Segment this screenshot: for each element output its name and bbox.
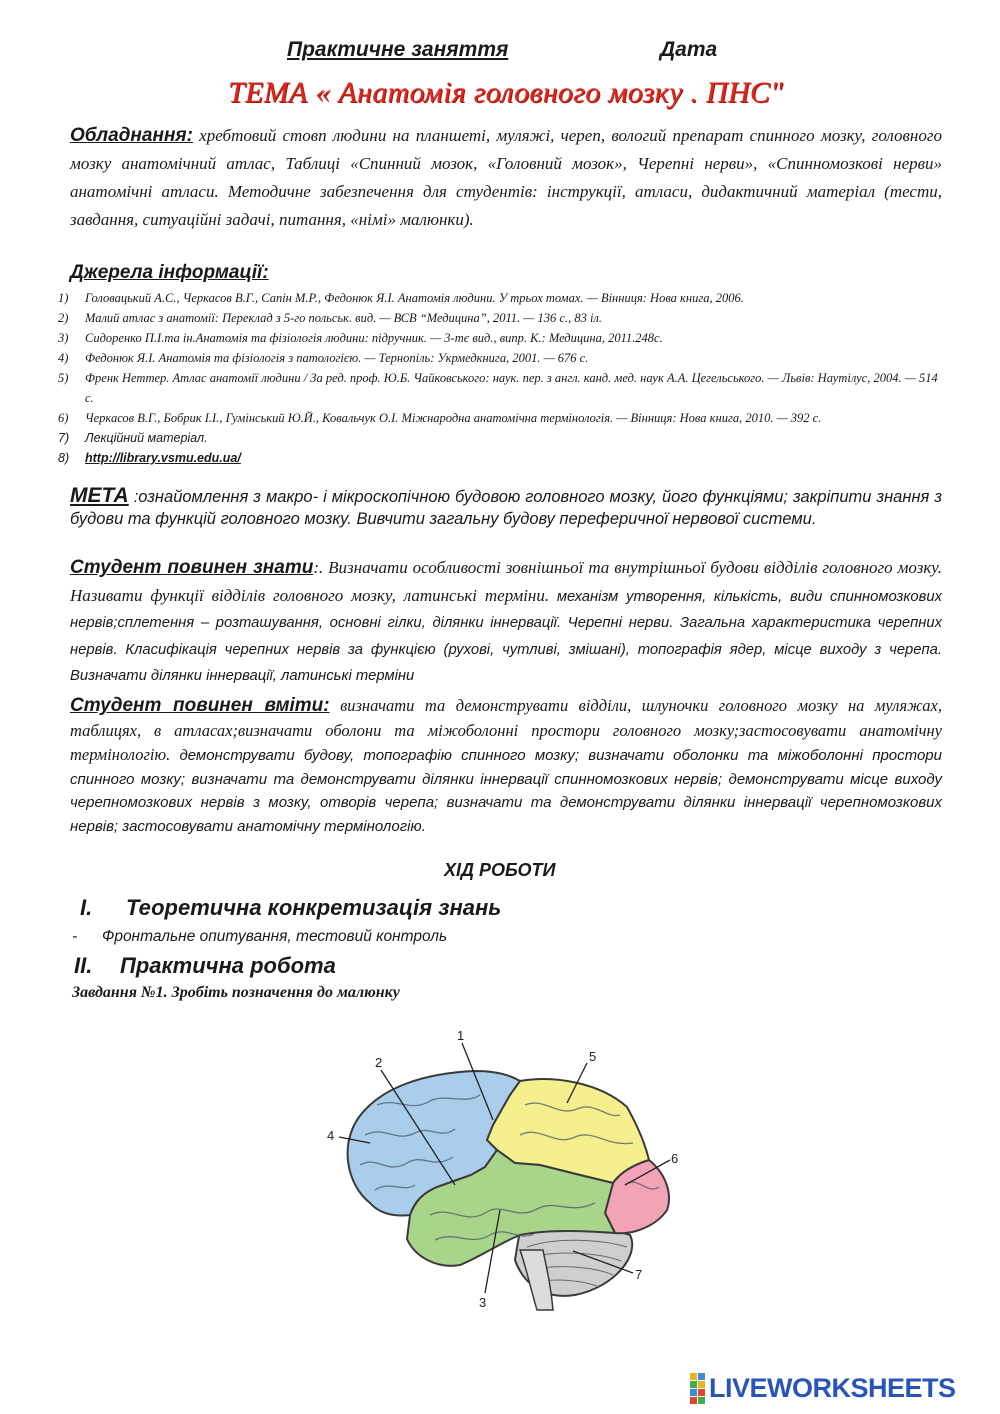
source-item: [58, 408, 948, 428]
source-text: Лекційний матеріал.: [85, 431, 208, 445]
source-number: 7): [58, 431, 70, 445]
section-theory: [80, 895, 501, 921]
must-know-text-2: механізм утворення, кількість, види спинномозкових нервів;сплетення – розташування, основні гілки, ділянки іннервації. Черепні нерви. Загальна характеристика черепних нервів. Класифікація черепних нервів за функцією (рухові, чутливі, змішані), топографія ядер, місце виходу з черепа. Визначати ділянки іннервації, латинські терміни: [70, 588, 942, 684]
figure-label-5: 5: [589, 1049, 597, 1064]
source-text: Френк Неттер. Атлас анатомії людини / За ред. проф. Ю.Б. Чайковського: наук. пер. з англ. канд. мед. наук А.А. Цегельського. — Львів: Наутілус, 2004. — 514 с.: [85, 371, 938, 405]
must-can-label: Студент повинен вміти:: [70, 695, 330, 716]
section-title: Теоретична конкретизація знань: [126, 895, 502, 920]
goal-label: МЕТА: [70, 484, 129, 507]
sources-title: Джерела інформації:: [70, 262, 269, 283]
section-number: I.: [80, 895, 93, 920]
bullet-dash: -: [72, 928, 78, 945]
equipment-text: хребтовий стовп людини на планшеті, муляжі, череп, вологий препарат спинного мозку, головного мозку анатомічний атлас, Таблиці «Спинний мозок, «Головний мозок», Черепні нерви», «Спинномозкові нерви» анатомічні атласи. Методичне забезпечення для студентів: інструкції, атласи, дидактичний матеріал (тести, завдання, ситуаційні задачі, питання, «німі» малюнки).: [70, 126, 942, 229]
source-text: Сидоренко П.І.та ін.Анатомія та фізіологія людини: підручник. — 3-тє вид., випр. К.: Медицина, 2011.248с.: [85, 331, 663, 345]
bullet-text: Фронтальне опитування, тестовий контроль: [102, 928, 448, 945]
equipment-paragraph: [70, 122, 942, 234]
figure-label-2: 2: [375, 1055, 383, 1070]
source-number: 1): [58, 291, 69, 305]
source-number: 5): [58, 371, 69, 385]
section-practice: [74, 953, 336, 979]
must-know-text-1: :. Визначати особливості зовнішньої та внутрішньої будови відділів головного мозку. Називати функції відділів головного мозку, латинські терміни.: [70, 558, 942, 605]
topic-title: ТЕМА « Анатомія головного мозку . ПНС": [228, 76, 784, 109]
source-text: Малий атлас з анатомії: Переклад з 5-го польськ. вид. — ВСВ “Медицина”, 2011. — 136 с., 83 іл.: [85, 311, 602, 325]
section-number: II.: [74, 953, 93, 978]
source-item: [58, 308, 948, 328]
source-link[interactable]: http://library.vsmu.edu.ua/: [85, 451, 241, 465]
lesson-heading: Практичне заняття: [287, 38, 509, 61]
section-title: Практична робота: [120, 953, 336, 978]
task-heading: Завдання №1. Зробіть позначення до малюнку: [72, 984, 400, 1001]
source-text: Головацький А.С., Черкасов В.Г., Сапін М.Р., Федонюк Я.І. Анатомія людини. У трьох томах. — Вінниця: Нова книга, 2006.: [85, 291, 744, 305]
figure-label-1: 1: [457, 1028, 465, 1043]
figure-label-7: 7: [635, 1267, 643, 1282]
source-item: [58, 348, 948, 368]
source-number: 8): [58, 451, 70, 465]
brain-diagram: [315, 1025, 695, 1315]
source-number: 4): [58, 351, 69, 365]
logo-icon: [690, 1373, 705, 1404]
must-can-text-1: визначати та демонструвати відділи, шлуночки головного мозку на муляжах, таблицях, в атласах;визначати оболони та міжоболонні простори головного мозку;застосовувати анатомічну термінологію.: [70, 696, 942, 764]
must-can-text-2: демонструвати будову, топографію спинного мозку; визначати оболонки та міжоболонні простори спинного мозку; визначати та демонструвати ділянки іннервації спинномозкових нервів; демонструвати місце виходу черепномозкових нервів з мозку, отворів черепа; визначати та демонструвати ділянки іннервації черепномозкових нервів; застосовувати анатомічну термінологію.: [70, 747, 942, 835]
source-item: [58, 428, 948, 448]
source-number: 6): [58, 411, 69, 425]
workflow-title: ХІД РОБОТИ: [444, 860, 556, 880]
figure-label-6: 6: [671, 1151, 679, 1166]
date-heading: Дата: [660, 38, 718, 61]
figure-label-3: 3: [479, 1295, 487, 1310]
must-know-label: Студент повинен знати: [70, 557, 314, 578]
logo-text: LIVEWORKSHEETS: [709, 1372, 956, 1403]
liveworksheets-logo: [690, 1371, 956, 1405]
source-item: [58, 288, 948, 308]
must-know-paragraph: [70, 555, 942, 690]
goal-paragraph: [70, 485, 942, 530]
source-text: Черкасов В.Г., Бобрик І.І., Гумінський Ю.Й., Ковальчук О.І. Міжнародна анатомічна термінологія. — Вінниця: Нова книга, 2010. — 392 с.: [85, 411, 822, 425]
goal-text: :ознайомлення з макро- і мікроскопічною будовою головного мозку, його функціями; закріпити знання з будови та функцій головного мозку. Вивчити загальну будову переферичної нервової системи.: [70, 488, 942, 528]
must-can-paragraph: [70, 694, 942, 838]
figure-label-4: 4: [327, 1128, 335, 1143]
equipment-label: Обладнання:: [70, 125, 193, 146]
source-item: [58, 328, 948, 348]
source-item: [58, 368, 948, 408]
source-number: 3): [58, 331, 69, 345]
source-text: Федонюк Я.І. Анатомія та фізіологія з патологією. — Тернопіль: Укрмедкнига, 2001. — 676 с.: [85, 351, 589, 365]
survey-bullet: [72, 928, 447, 946]
source-number: 2): [58, 311, 69, 325]
sources-list: [58, 288, 948, 468]
source-item: [58, 448, 948, 468]
